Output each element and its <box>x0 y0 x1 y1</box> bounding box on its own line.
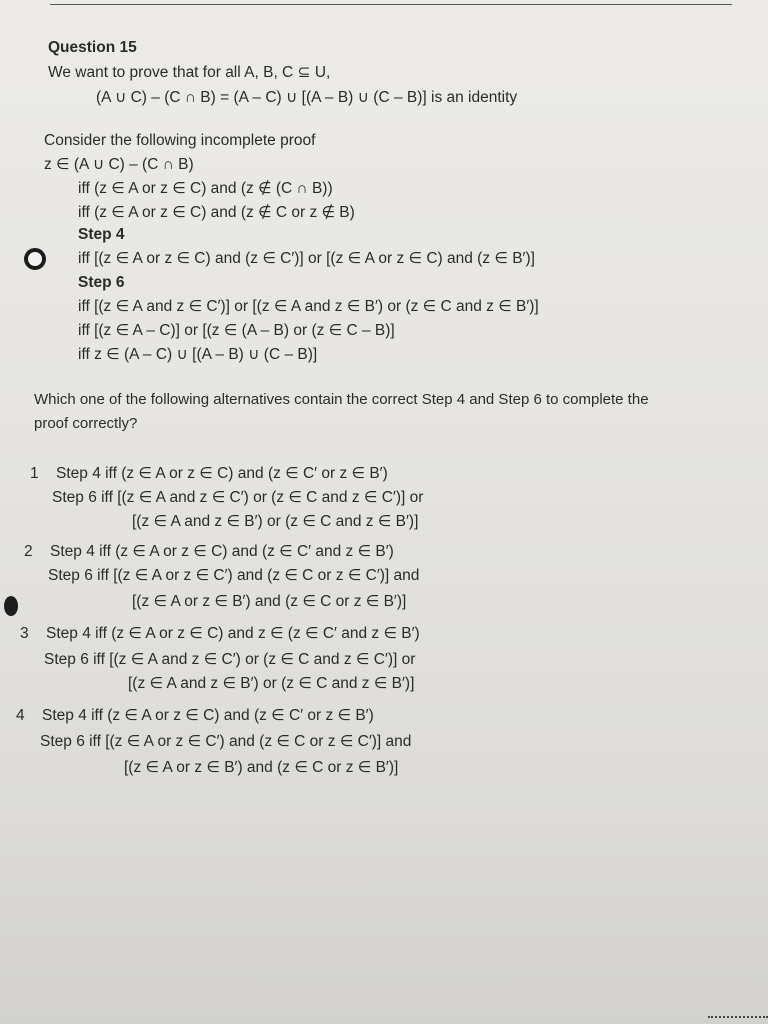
option-2-number: 2 <box>24 543 33 560</box>
option-2-step6: Step 6 iff [(z ∈ A or z ∈ C′) and (z ∈ C or z ∈ C′)] and <box>48 567 420 584</box>
question-statement: We want to prove that for all A, B, C ⊆ U, <box>48 64 331 81</box>
binder-hole-icon <box>4 596 18 616</box>
proof-line: iff (z ∈ A or z ∈ C) and (z ∉ C or z ∉ B) <box>78 204 355 221</box>
proof-step-6-label: Step 6 <box>78 274 125 291</box>
question-heading: Question 15 <box>48 39 137 56</box>
option-3-step6-cont: [(z ∈ A and z ∈ B′) or (z ∈ C and z ∈ B′)] <box>128 675 415 692</box>
prompt-line-1: Which one of the following alternatives contain the correct Step 4 and Step 6 to complete the <box>34 391 649 408</box>
option-1-step6: Step 6 iff [(z ∈ A and z ∈ C′) or (z ∈ C and z ∈ C′)] or <box>52 489 424 506</box>
option-2-step4: Step 4 iff (z ∈ A or z ∈ C) and (z ∈ C′ and z ∈ B′) <box>50 543 394 560</box>
option-1-step6-cont: [(z ∈ A and z ∈ B′) or (z ∈ C and z ∈ B′)] <box>132 513 419 530</box>
question-identity: (A ∪ C) – (C ∩ B) = (A – C) ∪ [(A – B) ∪ (C – B)] is an identity <box>96 89 518 106</box>
option-4-number: 4 <box>16 707 25 724</box>
option-3-step4: Step 4 iff (z ∈ A or z ∈ C) and z ∈ (z ∈ C′ and z ∈ B′) <box>46 625 420 642</box>
page-top-rule <box>50 4 732 5</box>
proof-line: iff z ∈ (A – C) ∪ [(A – B) ∪ (C – B)] <box>78 346 318 363</box>
proof-line: z ∈ (A ∪ C) – (C ∩ B) <box>44 156 194 173</box>
page-corner-mark <box>708 1016 768 1022</box>
proof-line: iff [(z ∈ A – C)] or [(z ∈ (A – B) or (z ∈ C – B)] <box>78 322 395 339</box>
option-1-number: 1 <box>30 465 39 482</box>
option-4-step6: Step 6 iff [(z ∈ A or z ∈ C′) and (z ∈ C or z ∈ C′)] and <box>40 733 412 750</box>
option-3-number: 3 <box>20 625 29 642</box>
option-3-step6: Step 6 iff [(z ∈ A and z ∈ C′) or (z ∈ C and z ∈ C′)] or <box>44 651 416 668</box>
proof-line: iff (z ∈ A or z ∈ C) and (z ∉ (C ∩ B)) <box>78 180 333 197</box>
option-2-step6-cont: [(z ∈ A or z ∈ B′) and (z ∈ C or z ∈ B′)] <box>132 593 407 610</box>
proof-intro: Consider the following incomplete proof <box>44 132 316 149</box>
proof-line: iff [(z ∈ A and z ∈ C′)] or [(z ∈ A and z ∈ B′) or (z ∈ C and z ∈ B′)] <box>78 298 539 315</box>
option-4-step6-cont: [(z ∈ A or z ∈ B′) and (z ∈ C or z ∈ B′)] <box>124 759 399 776</box>
option-4-step4: Step 4 iff (z ∈ A or z ∈ C) and (z ∈ C′ or z ∈ B′) <box>42 707 374 724</box>
prompt-line-2: proof correctly? <box>34 415 138 432</box>
binder-hole-icon <box>24 248 46 270</box>
proof-step-4-label: Step 4 <box>78 226 125 243</box>
proof-line: iff [(z ∈ A or z ∈ C) and (z ∈ C′)] or [(z ∈ A or z ∈ C) and (z ∈ B′)] <box>78 250 535 267</box>
option-1-step4: Step 4 iff (z ∈ A or z ∈ C) and (z ∈ C′ or z ∈ B′) <box>56 465 388 482</box>
